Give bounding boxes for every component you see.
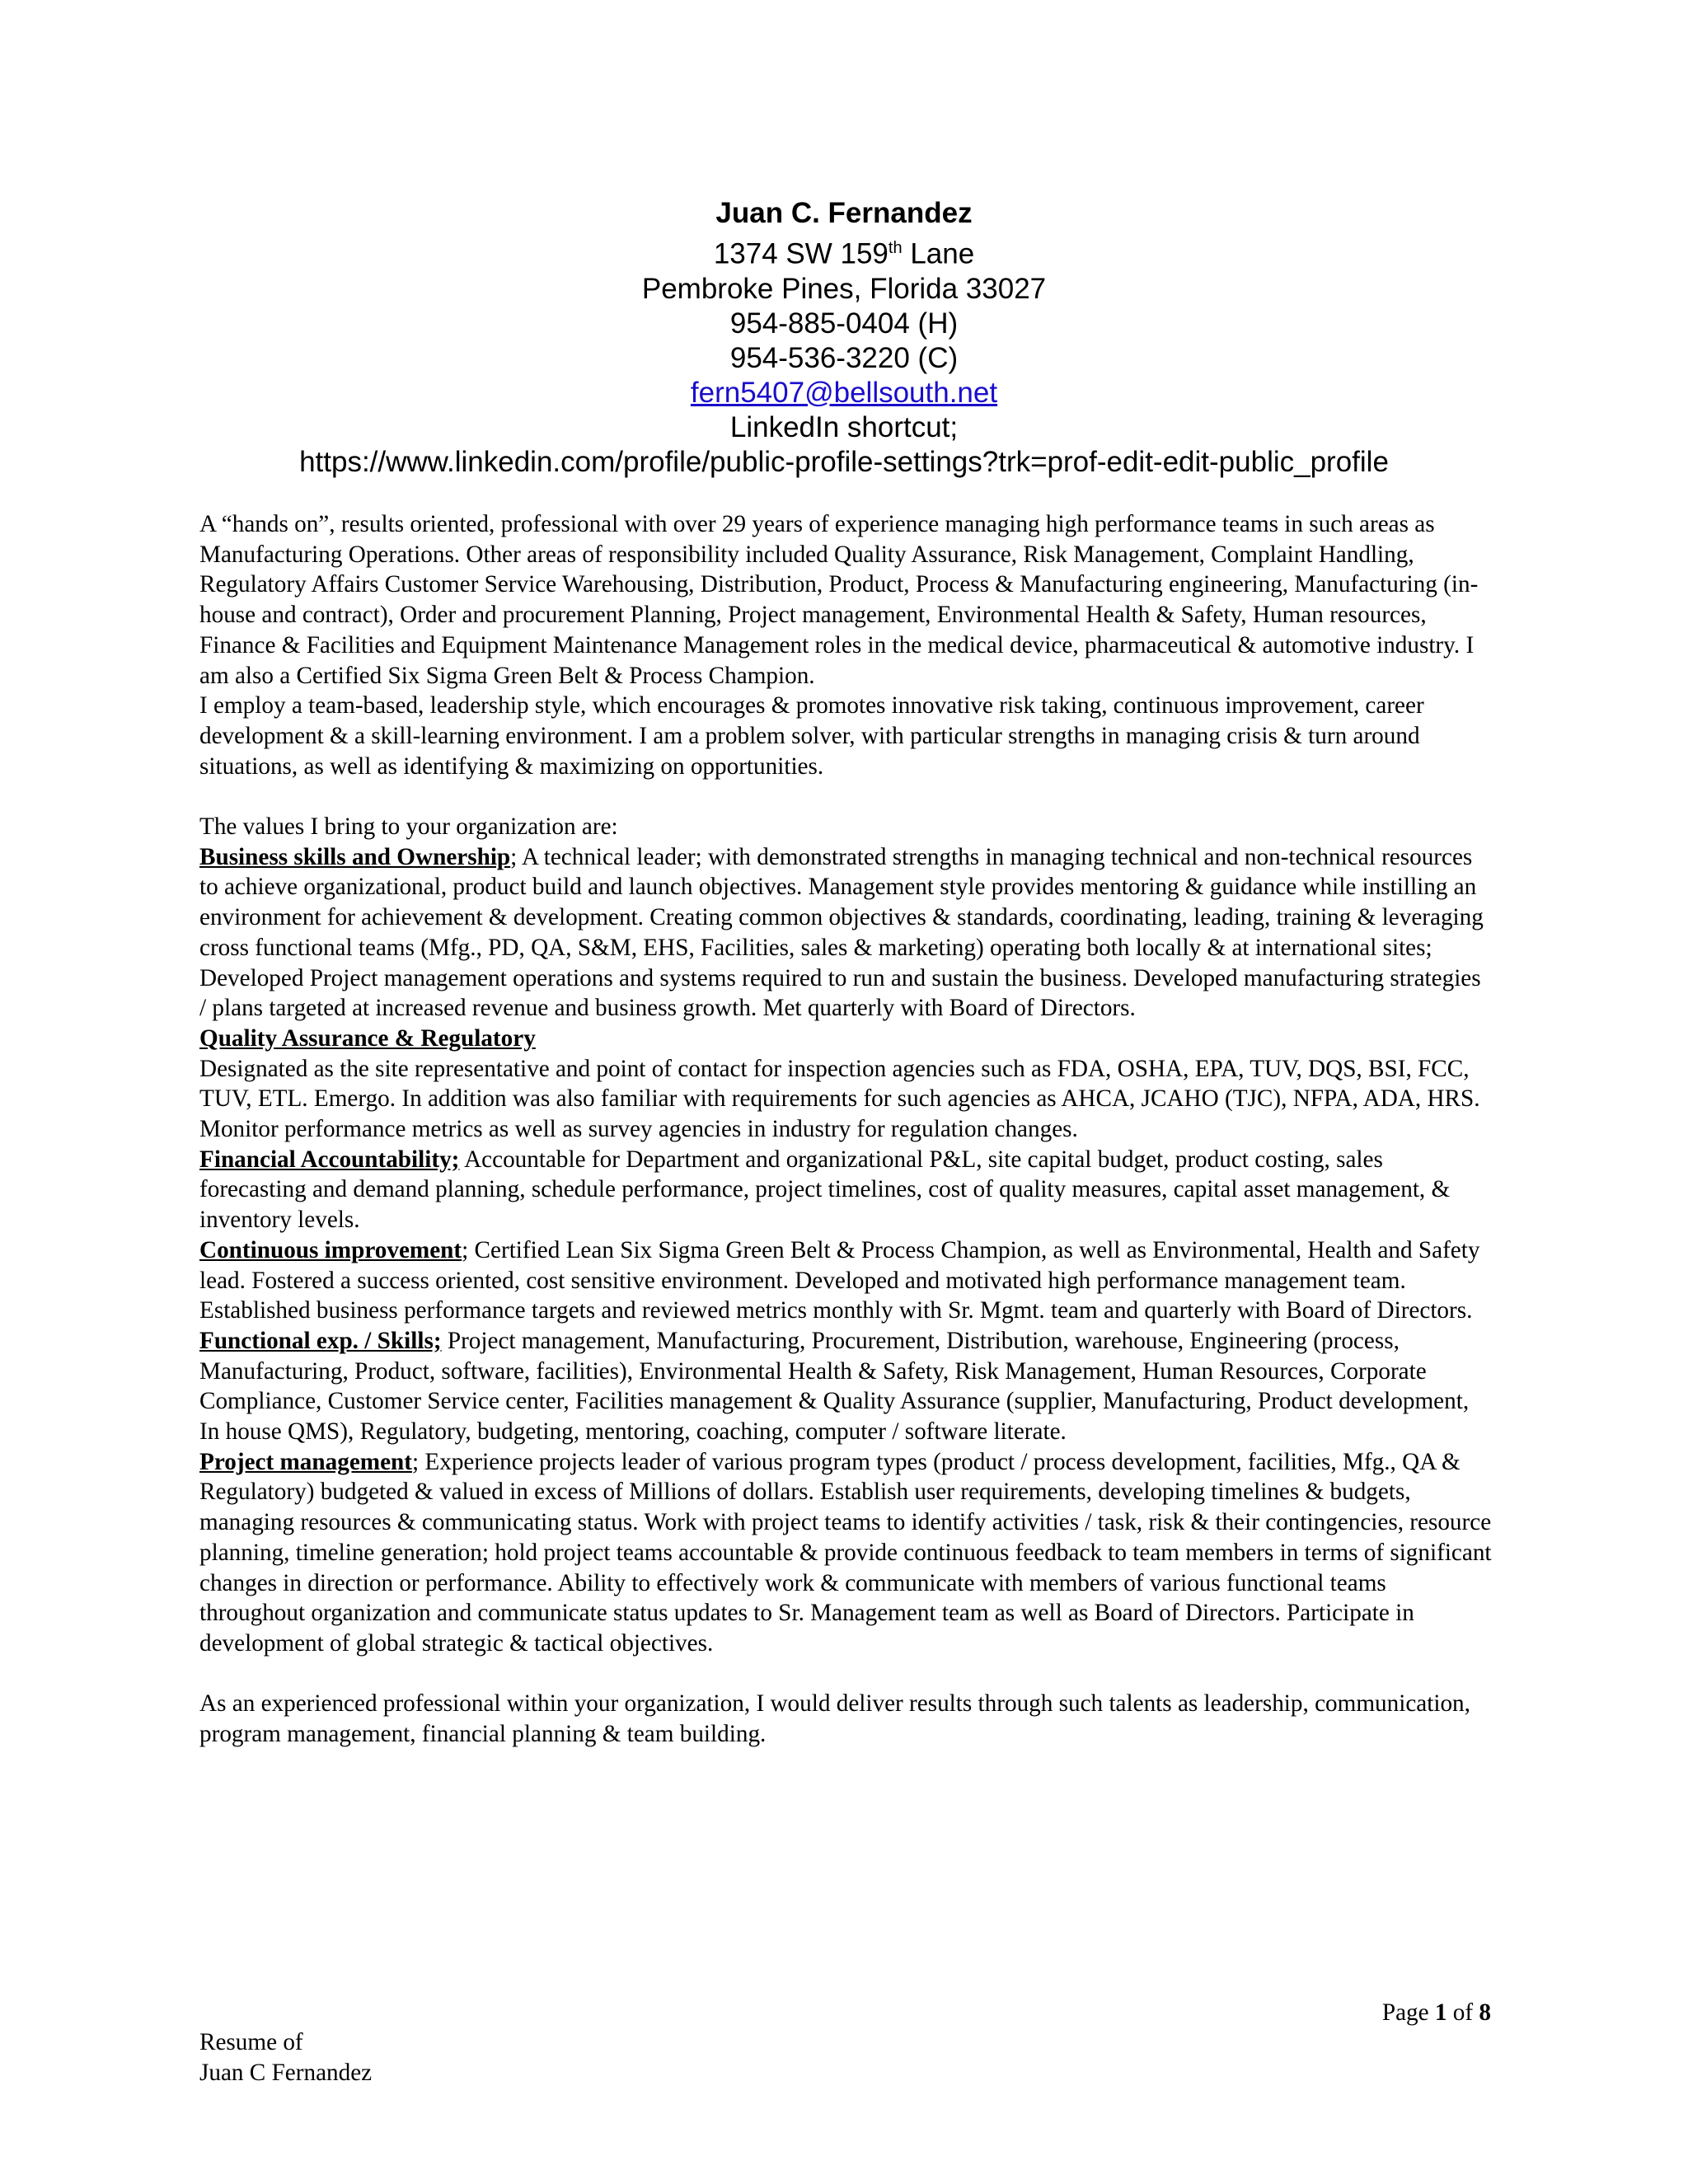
section-functional-skills bbox=[199, 1326, 1493, 1447]
section-project-management bbox=[199, 1447, 1493, 1659]
section-heading: Business skills and Ownership bbox=[199, 843, 511, 870]
ordinal-suffix: th bbox=[888, 239, 903, 257]
section-text: Accountable for Department and organizational P&L, site capital budget, product costing, sales forecasting and demand planning, schedule performance, project timelines, cost of quality measures, capital asset management, & inventory levels. bbox=[199, 1146, 1451, 1234]
section-quality-assurance-text: Designated as the site representative and point of contact for inspection agencies such as FDA, OSHA, EPA, TUV, DQS, BSI, FCC, TUV, ETL. Emergo. In addition was also familiar with requirements for such agencies as AHCA, JCAHO (TJC), NFPA, ADA, HRS. Monitor performance metrics as well as survey agencies in industry for regulation changes. bbox=[199, 1055, 1480, 1143]
page-footer bbox=[199, 2027, 372, 2088]
page-of: of bbox=[1452, 1999, 1474, 2026]
street-address bbox=[0, 231, 1688, 272]
section-text: ; Experience projects leader of various program types (product / process development, facilities, Mfg., QA & Regulatory) budgeted & valued in excess of Millions of dollars. Establish user requirements, developing timelines & budgets, managing resources & communicating status. Work with project teams to identify activities / task, risk & their contingencies, resource planning, timeline generation; hold project teams accountable & provide continuous feedback to team members in terms of significant changes in direction or performance. Ability to effectively work & communicate with members of various functional teams throughout organization and communicate status updates to Sr. Management team as well as Board of Directors. Participate in development of global strategic & tactical objectives. bbox=[199, 1448, 1492, 1657]
section-financial-accountability bbox=[199, 1145, 1493, 1235]
page-number bbox=[1382, 1998, 1491, 2027]
values-intro: The values I bring to your organization are: bbox=[199, 813, 618, 841]
footer-line-2: Juan C Fernandez bbox=[199, 2059, 373, 2086]
email-link[interactable]: fern5407@bellsouth.net bbox=[690, 376, 998, 409]
page-total: 8 bbox=[1479, 1999, 1491, 2026]
closing-paragraph: As an experienced professional within your organization, I would deliver results through such talents as leadership, communication, program management, financial planning & team building. bbox=[199, 1690, 1470, 1748]
street-address-suffix: Lane bbox=[902, 237, 975, 270]
section-heading: Quality Assurance & Regulatory bbox=[199, 1024, 536, 1052]
section-heading: Project management bbox=[199, 1448, 412, 1475]
summary-paragraph-1: A “hands on”, results oriented, professional with over 29 years of experience managing high performance teams in such areas as Manufacturing Operations. Other areas of responsibility included Quality Assurance, Risk Management, Complaint Handling, Regulatory Affairs Customer Service Warehousing, Distribution, Product, Process & Manufacturing engineering, Manufacturing (in-house and contract), Order and procurement Planning, Project management, Environmental Health & Safety, Human resources, Finance & Facilities and Equipment Maintenance Management roles in the medical device, pharmaceutical & automotive industry. I am also a Certified Six Sigma Green Belt & Process Champion. bbox=[199, 511, 1479, 689]
section-heading: Continuous improvement bbox=[199, 1236, 462, 1263]
summary-paragraph-2: I employ a team-based, leadership style, which encourages & promotes innovative risk taking, continuous improvement, career development & a skill-learning environment. I am a problem solver, with particular strengths in managing crisis & turn around situations, as well as identifying & maximizing on opportunities. bbox=[199, 692, 1424, 780]
street-address-number: 1374 SW 159 bbox=[713, 237, 889, 270]
page-current: 1 bbox=[1434, 1999, 1447, 2026]
section-quality-assurance-heading bbox=[199, 1024, 1493, 1054]
cell-phone: 954-536-3220 (C) bbox=[729, 341, 959, 374]
contact-header bbox=[0, 196, 1688, 480]
city-state-zip: Pembroke Pines, Florida 33027 bbox=[641, 272, 1047, 305]
linkedin-label: LinkedIn shortcut; bbox=[729, 410, 959, 443]
footer-line-1: Resume of bbox=[199, 2029, 303, 2055]
section-text: ; A technical leader; with demonstrated strengths in managing technical and non-technical resources to achieve organizational, product build and launch objectives. Management style provides mentoring & guidance while instilling an environment for achievement & development. Creating common objectives & standards, coordinating, leading, training & leveraging cross functional teams (Mfg., PD, QA, S&M, EHS, Facilities, sales & marketing) operating both locally & at international sites; Developed Project management operations and systems required to run and sustain the business. Developed manufacturing strategies / plans targeted at increased revenue and business growth. Met quarterly with Board of Directors. bbox=[199, 843, 1484, 1022]
section-business-skills bbox=[199, 842, 1493, 1024]
section-heading: Financial Accountability; bbox=[199, 1146, 460, 1173]
resume-body bbox=[199, 509, 1493, 1750]
page-word: Page bbox=[1381, 1999, 1429, 2026]
section-continuous-improvement bbox=[199, 1235, 1493, 1326]
linkedin-url: https://www.linkedin.com/profile/public-profile-settings?trk=prof-edit-edit-public_profile bbox=[299, 445, 1389, 478]
section-heading: Functional exp. / Skills; bbox=[199, 1327, 442, 1354]
home-phone: 954-885-0404 (H) bbox=[729, 307, 959, 340]
candidate-name: Juan C. Fernandez bbox=[715, 197, 973, 229]
section-text: ; Certified Lean Six Sigma Green Belt & Process Champion, as well as Environmental, Health and Safety lead. Fostered a success oriented, cost sensitive environment. Developed and motivated high performance management team. Established business performance targets and reviewed metrics monthly with Sr. Mgmt. team and quarterly with Board of Directors. bbox=[199, 1236, 1480, 1324]
section-text: Project management, Manufacturing, Procurement, Distribution, warehouse, Engineering (process, Manufacturing, Product, software, facilities), Environmental Health & Safety, Risk Management, Human Resources, Corporate Compliance, Customer Service center, Facilities management & Quality Assurance (supplier, Manufacturing, Product development, In house QMS), Regulatory, budgeting, mentoring, coaching, computer / software literate. bbox=[199, 1327, 1470, 1446]
